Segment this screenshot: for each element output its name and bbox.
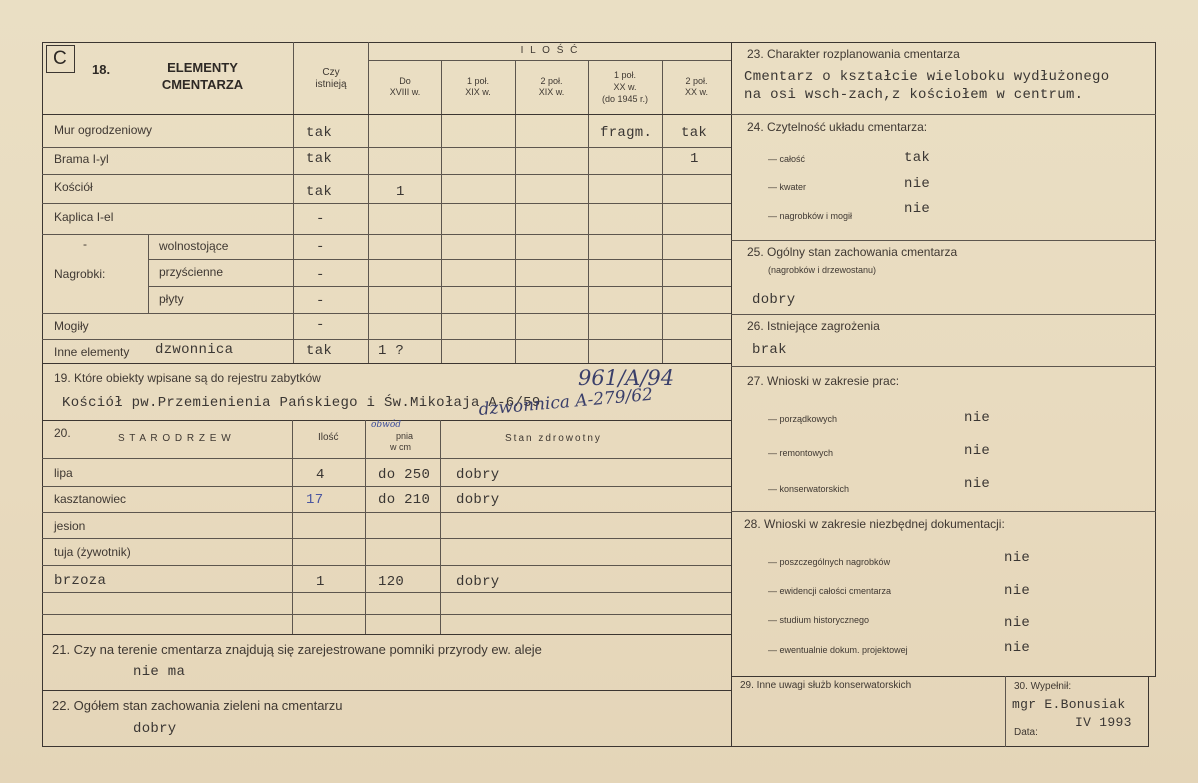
right-divider: [731, 511, 1156, 512]
s19-value: Kościół pw.Przemienienia Pańskiego i Św.Mikołaja A-6/59: [62, 395, 541, 411]
section21-bottom: [42, 690, 731, 691]
exists-header-1: Czy: [322, 67, 340, 78]
period-1-l2: XVIII w.: [389, 87, 421, 97]
row-line: [42, 313, 731, 314]
period-5-l2: XX w.: [684, 87, 708, 97]
tree-health: dobry: [456, 492, 500, 508]
s24-item-label: — całość: [768, 154, 806, 164]
row-line: [42, 339, 731, 340]
element-qty: fragm.: [600, 125, 653, 141]
dash-mark: -: [83, 237, 87, 251]
nagrobki-group-label: Nagrobki:: [54, 267, 106, 281]
s24-item-label: — kwater: [768, 182, 807, 192]
s26-value: brak: [752, 342, 787, 358]
s20-circ-header-2: w cm: [390, 442, 411, 452]
s19-label: 19. Które obiekty wpisane są do rejestru zabytków: [54, 371, 321, 385]
period-1-l1: Do: [399, 76, 411, 86]
element-label: Kościół: [54, 180, 93, 194]
s24-item-value: nie: [904, 176, 931, 192]
s24-label: 24. Czytelność układu cmentarza:: [747, 120, 928, 134]
row-line: [148, 286, 731, 287]
row-line: [42, 486, 731, 487]
s27-item-value: nie: [964, 476, 991, 492]
s20-circ-stamp: obwód: [371, 420, 402, 430]
section18-number: 18.: [92, 62, 111, 77]
s28-item-label: — ewidencji całości cmentarza: [768, 586, 892, 596]
s30-date-label: Data:: [1014, 727, 1038, 738]
element-label: Inne elementy: [54, 345, 130, 359]
right-divider: [731, 676, 1156, 677]
s28-item-label: — poszczególnych nagrobków: [768, 557, 891, 567]
s20-health-header: Stan zdrowotny: [505, 433, 602, 444]
tree-name: brzoza: [54, 573, 107, 589]
col-q4: [588, 60, 589, 363]
element-qty: tak: [681, 125, 708, 141]
s27-item-label: — porządkowych: [768, 414, 838, 424]
elements-title-2: CMENTARZA: [161, 77, 244, 92]
s20-col: [365, 420, 366, 634]
period-2-l1: 1 poł.: [466, 76, 490, 86]
s24-item-value: nie: [904, 201, 931, 217]
s20-number: 20.: [54, 426, 71, 440]
s25-sub: (nagrobków i drzewostanu): [768, 265, 877, 275]
s23-line1: Cmentarz o kształcie wieloboku wydłużonego: [744, 69, 1110, 85]
element-exists: -: [316, 317, 325, 333]
element-label: Mur ogrodzeniowy: [54, 123, 153, 137]
s24-item-label: — nagrobków i mogił: [768, 211, 853, 221]
s28-label: 28. Wnioski w zakresie niezbędnej dokumentacji:: [744, 517, 1005, 531]
tree-name: kasztanowiec: [54, 492, 127, 506]
s28-item-value: nie: [1004, 640, 1031, 656]
frame-middle: [731, 42, 732, 747]
exists-header-2: istnieją: [315, 79, 347, 90]
s23-label: 23. Charakter rozplanowania cmentarza: [747, 47, 960, 61]
element-qty: 1: [690, 151, 699, 167]
tree-circ: do 250: [378, 467, 431, 483]
right-divider: [731, 114, 1156, 115]
s19-hand-number: 961/A/94: [578, 366, 675, 390]
tree-count: 4: [316, 467, 325, 483]
element-exists: -: [316, 267, 325, 283]
row-line: [42, 174, 731, 175]
element-qty: 1: [396, 184, 405, 200]
frame-top: [42, 42, 1156, 43]
s30-name: mgr E.Bonusiak: [1012, 697, 1126, 712]
frame-right-lower: [1148, 676, 1149, 747]
ilosc-header: I L O Ś Ć: [520, 45, 580, 56]
right-divider: [731, 366, 1156, 367]
header-bottom: [42, 114, 731, 115]
element-exists: -: [316, 239, 325, 255]
row-line: [42, 592, 731, 593]
s27-item-value: nie: [964, 443, 991, 459]
row-line: [42, 203, 731, 204]
s20-count-header: Ilość: [318, 432, 339, 443]
element-qty: 1 ?: [378, 343, 405, 359]
element-label: Mogiły: [54, 319, 89, 333]
col-nagrobki: [148, 234, 149, 313]
section20-bottom: [42, 634, 731, 635]
s20-col: [440, 420, 441, 634]
right-divider: [731, 240, 1156, 241]
s29-label: 29. Inne uwagi służb konserwatorskich: [740, 680, 912, 691]
row-line: [42, 458, 731, 459]
element-exists: -: [316, 211, 325, 227]
s28-item-value: nie: [1004, 550, 1031, 566]
element-sub-label: przyścienne: [159, 265, 224, 279]
element-exists: tak: [306, 151, 333, 167]
section18-bottom: [42, 363, 731, 364]
period-3-l2: XIX w.: [538, 87, 565, 97]
element-sub-label: wolnostojące: [159, 239, 229, 253]
row-line: [42, 147, 731, 148]
row-line: [42, 565, 731, 566]
element-exists: tak: [306, 343, 333, 359]
s30-date: IV 1993: [1075, 715, 1132, 730]
s29-s30-divider: [1005, 676, 1006, 747]
s21-value: nie ma: [133, 664, 186, 680]
s22-label: 22. Ogółem stan zachowania zieleni na cmentarzu: [52, 698, 343, 713]
section-letter: C: [53, 48, 67, 69]
s28-item-value: nie: [1004, 583, 1031, 599]
element-label: Kaplica I-el: [54, 210, 114, 224]
tree-name: jesion: [54, 519, 86, 533]
row-line: [42, 614, 731, 615]
s28-item-label: — studium historycznego: [768, 615, 870, 625]
s20-col: [292, 420, 293, 634]
frame-right: [1155, 42, 1156, 677]
s27-item-label: — remontowych: [768, 448, 834, 458]
period-5-l1: 2 poł.: [685, 76, 708, 86]
s19-hand-note: dzwonnica A-279/62: [477, 384, 654, 420]
period-2-l2: XIX w.: [465, 87, 491, 97]
col-q5: [662, 60, 663, 363]
s24-item-value: tak: [904, 150, 931, 166]
s20-title: S T A R O D R Z E W: [118, 433, 232, 444]
tree-health: dobry: [456, 467, 500, 483]
tree-circ: do 210: [378, 492, 431, 508]
s28-item-value: nie: [1004, 615, 1031, 631]
tree-count: 1: [316, 574, 325, 590]
period-4-l3: (do 1945 r.): [601, 94, 649, 104]
element-exists: tak: [306, 184, 333, 200]
s30-label: 30. Wypełnił:: [1014, 681, 1072, 692]
row-line: [42, 234, 731, 235]
row-line: [42, 538, 731, 539]
tree-name: lipa: [54, 466, 73, 480]
s27-item-label: — konserwatorskich: [768, 484, 850, 494]
period-3-l1: 2 poł.: [540, 76, 563, 86]
tree-circ: 120: [378, 574, 405, 590]
element-exists: tak: [306, 125, 333, 141]
s25-label: 25. Ogólny stan zachowania cmentarza: [747, 245, 958, 259]
s27-item-value: nie: [964, 410, 991, 426]
tree-name: tuja (żywotnik): [54, 545, 131, 559]
period-4-l1: 1 poł.: [613, 70, 637, 80]
s23-line2: na osi wsch-zach,z kościołem w centrum.: [744, 87, 1084, 103]
element-sub-label: płyty: [159, 292, 184, 306]
tree-count: 17: [306, 492, 324, 508]
s27-label: 27. Wnioski w zakresie prac:: [747, 374, 900, 388]
col-q2: [441, 60, 442, 363]
s21-label: 21. Czy na terenie cmentarza znajdują się zarejestrowane pomniki przyrody ew. aleje: [52, 642, 542, 657]
element-extra: dzwonnica: [155, 342, 234, 358]
s20-circ-header-1: pnia: [396, 431, 414, 441]
element-label: Brama I-yl: [54, 152, 109, 166]
frame-bottom: [42, 746, 1148, 747]
row-line: [42, 512, 731, 513]
period-4-l2: XX w.: [613, 82, 637, 92]
ilosc-underline: [369, 60, 731, 61]
s26-label: 26. Istniejące zagrożenia: [747, 319, 880, 333]
tree-health: dobry: [456, 574, 500, 590]
s28-item-label: — ewentualnie dokum. projektowej: [768, 645, 908, 655]
s25-value: dobry: [752, 292, 796, 308]
col-q3: [515, 60, 516, 363]
elements-title-1: ELEMENTY: [167, 60, 238, 75]
row-line: [148, 259, 731, 260]
element-exists: -: [316, 293, 325, 309]
right-divider: [731, 314, 1156, 315]
s22-value: dobry: [133, 721, 177, 737]
